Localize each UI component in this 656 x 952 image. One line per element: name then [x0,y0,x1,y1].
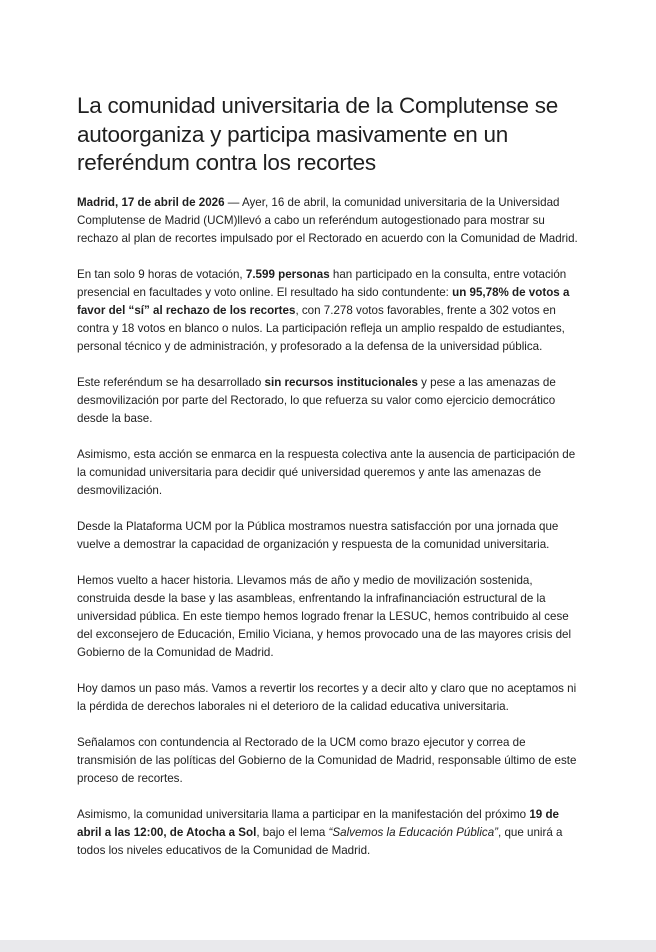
paragraph-text: , que unirá a todos los niveles educativos de la Comunidad de Madrid. [77,825,563,857]
paragraph-text: — Ayer, 16 de abril, la comunidad universitaria de la Universidad Complutense de Madrid (UCM)llevó a cabo un referéndum autogestionado para mostrar su rechazo al plan de recortes impulsado por el Rectorado en acuerdo con la Comunidad de Madrid. [77,195,578,245]
italic-text: “Salvemos la Educación Pública” [328,825,499,839]
body-paragraph [77,518,586,554]
document-body [77,194,586,860]
body-paragraph [77,680,586,716]
viewer-bottom-margin [0,940,656,952]
paragraph-text: han participado en la consulta, entre votación presencial en facultades y voto online. El resultado ha sido contundente: [77,267,567,299]
body-paragraph [77,806,586,860]
paragraph-text: , con 7.278 votos favorables, frente a 302 votos en contra y 18 votos en blanco o nulos. La participación refleja un amplio respaldo de estudiantes, personal técnico y de administración, y profesorado a la defensa de la universidad pública. [77,303,565,353]
emphasis-text: un 95,78% de votos a favor del “sí” al rechazo de los recortes [77,285,570,317]
paragraph-text: Asimismo, la comunidad universitaria llama a participar en la manifestación del próximo [77,807,530,821]
document-headline: La comunidad universitaria de la Complutense se autoorganiza y participa masivamente en un referéndum contra los recortes [77,93,559,175]
paragraph-text: Asimismo, esta acción se enmarca en la respuesta colectiva ante la ausencia de participación de la comunidad universitaria para decidir qué universidad queremos y ante las amenazas de desmovilización. [77,447,576,497]
body-paragraph [77,734,586,788]
paragraph-text: y pese a las amenazas de desmovilización por parte del Rectorado, lo que refuerza su valor como ejercicio democrático desde la base. [77,375,556,425]
body-paragraph [77,446,586,500]
body-paragraph [77,374,586,428]
emphasis-text: 19 de abril a las 12:00, de Atocha a Sol [77,807,560,839]
paragraph-text: Desde la Plataforma UCM por la Pública mostramos nuestra satisfacción por una jornada que vuelve a demostrar la capacidad de organización y respuesta de la comunidad universitaria. [77,519,559,551]
paragraph-text: Hemos vuelto a hacer historia. Llevamos más de año y medio de movilización sostenida, construida desde la base y las asambleas, enfrentando la infrafinanciación estructural de la universidad pública. En este tiempo hemos logrado frenar la LESUC, hemos contribuido al cese del exconsejero de Educación, Emilio Viciana, y hemos provocado una de las mayores crisis del Gobierno de la Comunidad de Madrid. [77,573,572,659]
paragraph-text: , bajo el lema [256,825,329,839]
emphasis-text: sin recursos institucionales [264,375,418,389]
paragraph-text: Este referéndum se ha desarrollado [77,375,265,389]
paragraph-text: Señalamos con contundencia al Rectorado de la UCM como brazo ejecutor y correa de transmisión de las políticas del Gobierno de la Comunidad de Madrid, responsable último de este proceso de recortes. [77,735,577,785]
body-paragraph [77,194,586,248]
body-paragraph [77,572,586,662]
body-paragraph [77,266,586,356]
emphasis-text: Madrid, 17 de abril de 2026 [77,195,225,209]
paragraph-text: En tan solo 9 horas de votación, [77,267,246,281]
paragraph-text: Hoy damos un paso más. Vamos a revertir los recortes y a decir alto y claro que no aceptamos ni la pérdida de derechos laborales ni el deterioro de la calidad educativa universitaria. [77,681,577,713]
emphasis-text: 7.599 personas [245,267,330,281]
